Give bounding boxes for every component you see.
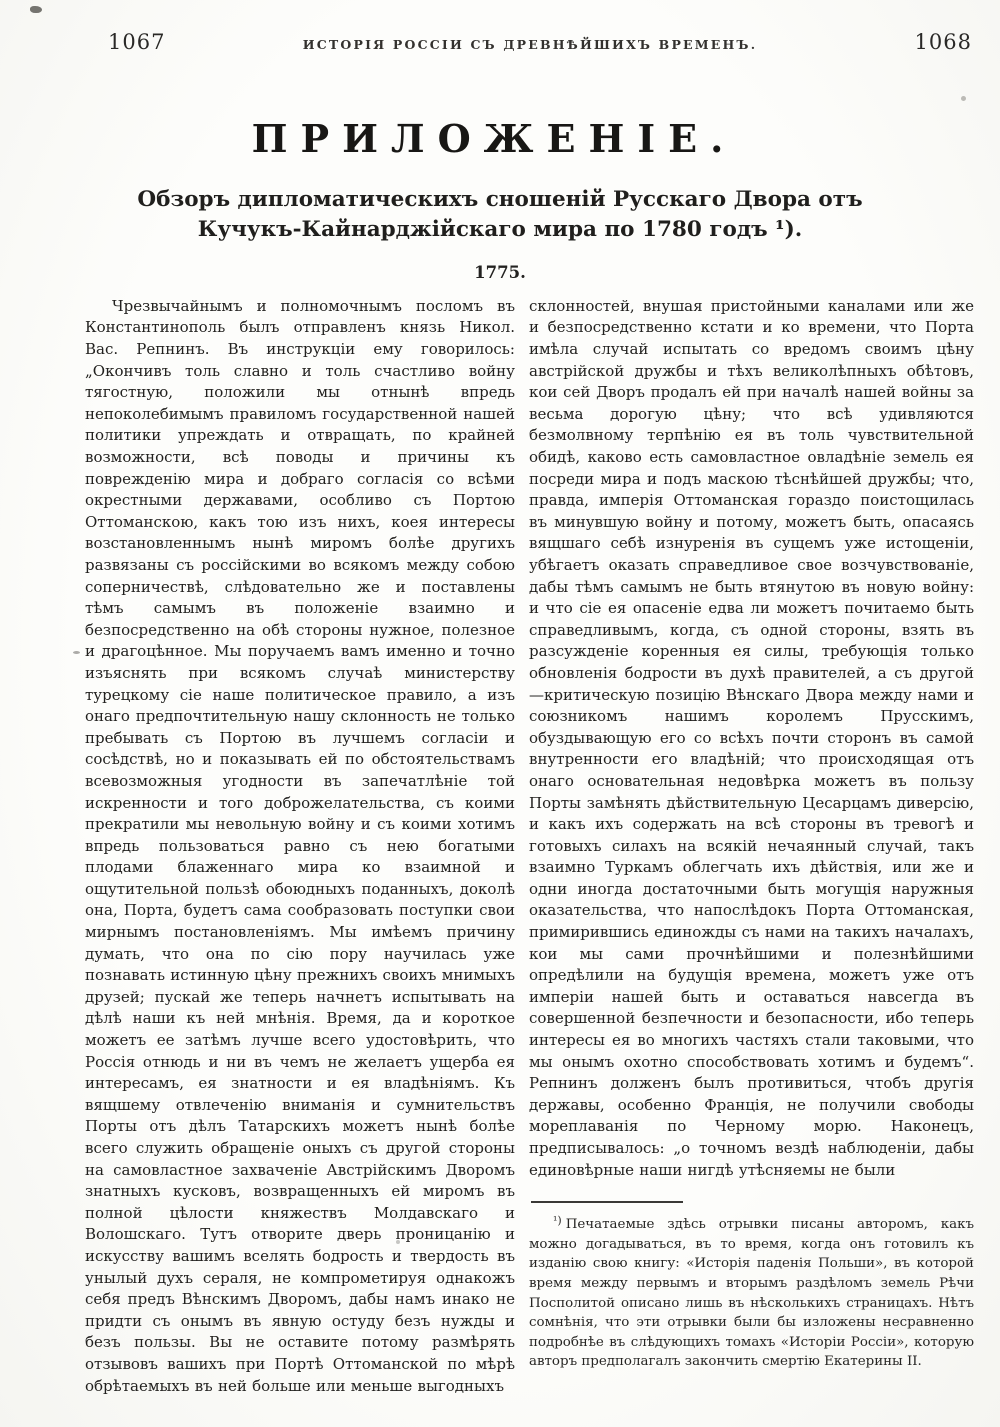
appendix-subtitle bbox=[0, 185, 1000, 245]
footnote-body: Печатаемые здѣсь отрывки писаны авторомъ, какъ можно догадываться, въ то время, когда онъ готовилъ къ изданію свою книгу: «Исторія паденія Польши», въ которой время между первымъ и вторымъ раздѣломъ земель Рѣчи Посполитой описано лишь въ нѣсколькихъ страницахъ. Нѣтъ сомнѣнія, что эти отрывки были бы изложены несравненно подробнѣе въ слѣдующихъ томахъ «Исторіи Россіи», которую авторъ предполагалъ закончить смертію Екатерины II. bbox=[529, 1217, 974, 1370]
page-number-left: 1067 bbox=[108, 30, 166, 54]
footnote-marker: ¹) bbox=[553, 1214, 562, 1228]
section-year: 1775. bbox=[474, 262, 526, 282]
scan-speck bbox=[396, 1240, 400, 1244]
footnote-text bbox=[529, 1211, 974, 1372]
scan-speck bbox=[30, 6, 42, 13]
left-column-text: Чрезвычайнымъ и полномочнымъ посломъ въ Константинополь былъ отправленъ князь Никол. Вас. Репнинъ. Въ инструкціи ему говорилось: „Окончивъ толь славно и толь счастливо войну тягостную, положили мы отнынѣ впредь непоколебимымъ правиломъ государственной нашей политики упреждать и отвращать, по крайней возможности, всѣ поводы и причины къ поврежденію мира и добраго согласія со всѣми окрестными державами, особливо съ Портою Оттоманскою, какъ тою изъ нихъ, коея интересы возстановленнымъ нынѣ миромъ болѣе другихъ развязаны съ россійскими во всякомъ между собою соперничествѣ, слѣдовательно же и поставлены тѣмъ самымъ въ положеніе взаимно и безпосредственно на обѣ стороны нужное, полезное и драгоцѣнное. Мы поручаемъ вамъ именно и точно изъяснять при всякомъ случаѣ министерству турецкому сіе наше политическое правило, а изъ онаго предпочтительную нашу склонность не только пребывать съ Портою въ лучшемъ согласіи и сосѣдствѣ, но и показывать ей по обстоятельствамъ всевозможныя угодности въ запечатлѣніе той искренности и того доброжелательства, съ коими прекратили мы невольную войну и съ коими хотимъ впредь пользоваться равно съ нею богатыми плодами блаженнаго мира ко взаимной и ощутительной пользѣ обоюдныхъ поданныхъ, доколѣ она, Порта, будетъ сама сообразовать поступки свои мирнымъ постановленіямъ. Мы имѣемъ причину думать, что она по сію пору научилась уже познавать истинную цѣну прежнихъ своихъ мнимыхъ друзей; пускай же теперь начнетъ испытывать на дѣлѣ наши къ ней мнѣнія. Время, да и короткое можетъ ее затѣмъ лучше всего удостовѣрить, что Россія отнюдь и ни въ чемъ не желаетъ ущерба ея интересамъ, ея знатности и ея владѣніямъ. Къ вящшему отвлеченію вниманія и сумнительствъ Порты отъ дѣлъ Татарскихъ можетъ нынѣ болѣе всего служить обращеніе оныхъ съ другой стороны на самовластное захваченіе Австрійскимъ Дворомъ знатныхъ кусковъ, возвращенныхъ ей миромъ въ полной цѣлости княжествъ Молдавскаго и Волошскаго. Тутъ отворите дверь проницанію и искусству вашимъ вселять бодрость и твердость въ унылый духъ сераля, не компрометируя однакожъ себя предъ Вѣнскимъ Дворомъ, дабы намъ инако не придти съ онымъ въ явную остуду безъ нужды и безъ пользы. Вы не оставите потому размѣрять отзывовъ вашихъ при Портѣ Оттоманской по мѣрѣ обрѣтаемыхъ въ ней больше или меньше выгодныхъ bbox=[85, 296, 515, 1395]
footnote-separator-rule bbox=[531, 1201, 683, 1203]
appendix-subtitle-line-2: Кучукъ-Кайнарджійскаго мира по 1780 годъ ¹). bbox=[197, 217, 803, 242]
right-column bbox=[529, 296, 974, 1397]
scan-speck bbox=[961, 96, 966, 101]
appendix-subtitle-line-1: Обзоръ дипломатическихъ сношеній Русскаго Двора отъ bbox=[137, 187, 863, 212]
appendix-title: ПРИЛОЖЕНІЕ. bbox=[251, 116, 737, 161]
page-number-right: 1068 bbox=[914, 30, 972, 54]
running-title: ИСТОРІЯ РОССІИ СЪ ДРЕВНѢЙШИХЪ ВРЕМЕНЪ. bbox=[302, 37, 758, 52]
scan-speck bbox=[73, 651, 80, 654]
two-column-body bbox=[0, 282, 1000, 1397]
right-column-text: склонностей, внушая пристойными каналами или же и безпосредственно кстати и ко времени, что Порта имѣла случай испытать со вредомъ своимъ цѣну австрійской дружбы и тѣхъ великолѣпныхъ обѣтовъ, кои сей Дворъ продалъ ей при началѣ нашей войны за весьма дорогую цѣну; что всѣ удивляются безмолвному терпѣнію ея въ толь чувствительной обидѣ, каково есть самовластное овладѣніе земель ея посреди мира и подъ маскою тѣснѣйшей дружбы; что, правда, имперія Оттоманская гораздо поистощилась въ минувшую войну и потому, можетъ быть, опасаясь вящшаго себѣ изнуренія въ сущемъ уже истощеніи, убѣгаетъ оказать справедливое свое возчувствованіе, дабы тѣмъ самымъ не быть втянутою въ новую войну: и что сіе ея опасеніе едва ли можетъ почитаемо быть справедливымъ, когда, съ одной стороны, взять въ разсужденіе коренныя ея силы, требующія только обновленія бодрости въ духѣ правителей, а съ другой—критическую позицію Вѣнскаго Двора между нами и союзникомъ нашимъ королемъ Прусскимъ, обуздывающую его со всѣхъ почти сторонъ въ самой внутренности его владѣній; что происходящая отъ онаго основательная недовѣрка можетъ въ пользу Порты замѣнять дѣйствительную Цесарцамъ диверсію, и какъ ихъ содержать на всѣ стороны въ тревогѣ и готовыхъ силахъ на всякій нечаянный случай, такъ взаимно Туркамъ облегчать ихъ дѣйствія, или же и одни иногда достаточными быть могущія наружныя оказательства, что напослѣдокъ Порта Оттоманская, примирившись единожды съ нами на такихъ началахъ, кои мы сами прочнѣйшими и полезнѣйшими опредѣлили на будущія времена, можетъ уже отъ имперіи нашей быть и оставаться навсегда въ совершенной безпечности и безопасности, ибо теперь интересы ея во многихъ частяхъ стали таковыми, что мы онымъ охотно способствовать хотимъ и будемъ“. Репнинъ долженъ былъ противиться, чтобъ другія державы, особенно Франція, не получили свободы мореплаванія по Черному морю. Наконецъ, предписывалось: „о точномъ вездѣ наблюденіи, дабы единовѣрные наши нигдѣ утѣсняемы не были bbox=[529, 296, 974, 1179]
running-head bbox=[0, 0, 1000, 54]
footnote bbox=[529, 1201, 974, 1372]
left-column bbox=[85, 296, 515, 1397]
